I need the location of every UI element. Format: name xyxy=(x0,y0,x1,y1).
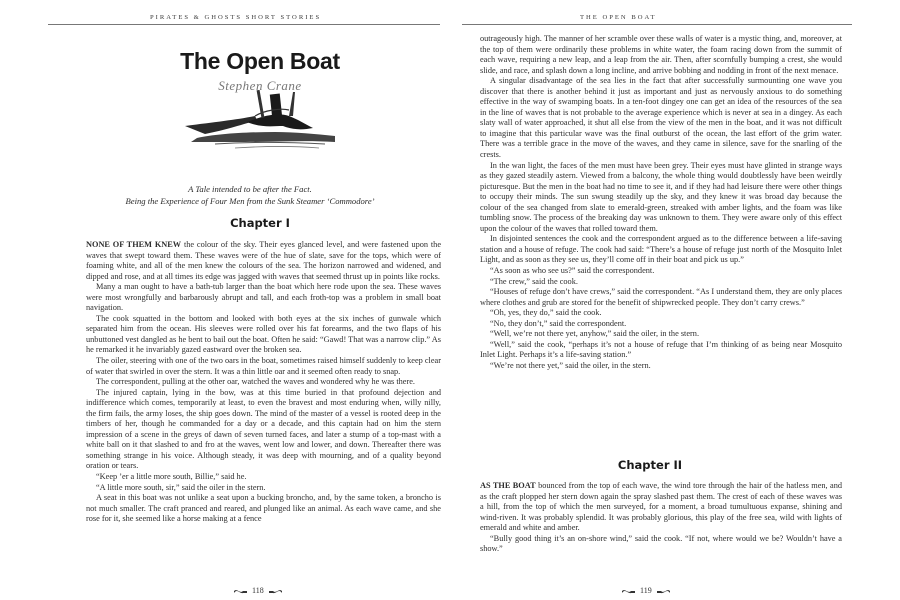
paragraph: “Well,” said the cook, “perhaps it’s not a house of refuge that I’m thinking of as being near Mosquito Inlet Light. Perhaps it’s a life-saving station.” xyxy=(480,339,842,360)
paragraph: “Well, we’re not there yet, anyhow,” said the oiler, in the stern. xyxy=(490,329,700,339)
page-number-left xyxy=(234,586,282,595)
paragraph: outrageously high. The manner of her scramble over these walls of water is a mystic thing, and, moreover, at the top of them were ordinarily these problems in white water, the foam racing down from the summit of each wave, requiring a new leap, and a leap from the air. Then, after scornfully bumping a crest, she would slide, and race, and splash down a long incline, and arrive bobbing and nodding in front of the next menace. xyxy=(480,34,842,75)
paragraph: “Oh, yes, they do,” said the cook. xyxy=(490,308,602,318)
header-rule-left xyxy=(48,24,440,25)
paragraph: AS THE BOAT bounced from the top of each wave, the wind tore through the hair of the hatless men, and as the craft plopped her stern down again the spray slashed past them. The crest of each of these waves was a hill, from the top of which the men surveyed, for a moment, a broad tumultuous expanse, shining and wind-riven. It was probably splendid. It was probably glorious, this play of the free sea, wild with lights of emerald and white and amber. xyxy=(480,481,842,533)
folio-ornament-icon xyxy=(234,588,247,594)
paragraph: “No, they don’t,” said the correspondent. xyxy=(490,318,627,328)
paragraph: A seat in this boat was not unlike a seat upon a bucking broncho, and, by the same token, a broncho is not much smaller. The craft pranced and reared, and plunged like an animal. As each wave came, and she rose for it, she seemed like a horse making at a fence xyxy=(86,493,441,524)
paragraph: “We’re not there yet,” said the oiler, in the stern. xyxy=(490,360,651,370)
paragraph: The injured captain, lying in the bow, was at this time buried in that profound dejection and indifference which comes, temporarily at least, to even the bravest and most enduring when, willy nilly, the firm fails, the army loses, the ship goes down. The mind of the master of a vessel is rooted deep in the timbers of her, though he commanded for a day or a decade, and this captain had on him the stern impression of a scene in the greys of dawn of seven turned faces, and later a stump of a top-mast with a white ball on it that slashed to and fro at the waves, went low and lower, and down. Thereafter there was something strange in his voice. Although steady, it was deep with mourning, and of a quality beyond oration or tears. xyxy=(86,387,441,471)
folio-ornament-icon xyxy=(622,588,635,594)
paragraph: “The crew,” said the cook. xyxy=(490,276,578,286)
right-body-text xyxy=(480,34,842,372)
paragraph: “A little more south, sir,” said the oiler in the stern. xyxy=(96,482,266,492)
subtitle-line-1: A Tale intended to be after the Fact. xyxy=(188,184,312,194)
paragraph: “Bully good thing it’s an on-shore wind,” said the cook. “If not, where would we be? Wouldn’t have a show.” xyxy=(480,533,842,554)
paragraph: “As soon as who see us?” said the correspondent. xyxy=(490,266,655,276)
story-title: The Open Boat xyxy=(180,48,340,74)
sinking-steamer-illustration xyxy=(185,86,335,150)
lead-in: AS THE BOAT xyxy=(480,481,536,490)
paragraph: In the wan light, the faces of the men must have been grey. Their eyes must have glinted in strange ways as they gazed steadily astern. Viewed from a balcony, the whole thing would doubtlessly have been weirdly picturesque. But the men in the boat had no time to see it, and if they had had leisure there were other things to occupy their minds. The sun swung steadily up the sky, and they knew it was broad day because the colour of the sea changed from slate to emerald-green, streaked with amber lights, and the foam was like tumbling snow. The process of the breaking day was unknown to them. They were aware only of this effect upon the colour of the waves that rolled toward them. xyxy=(480,160,842,233)
paragraph: A singular disadvantage of the sea lies in the fact that after successfully surmounting one wave you discover that there is another behind it just as important and just as nervously anxious to do something effective in the way of swamping boats. In a ten-foot dingey one can get an idea of the resources of the sea in the line of waves that is not probable to the average experience which is never at sea in a dingey. As each slaty wall of water approached, it shut all else from the view of the men in the boat, and it was not difficult to imagine that this particular wave was the final outburst of the ocean, the last effort of the grim water. There was a terrible grace in the move of the waves, and they came in silence, save for the snarling of the crests. xyxy=(480,76,842,160)
paragraph: “Keep ’er a little more south, Billie,” said he. xyxy=(96,472,247,482)
subtitle-line-2: Being the Experience of Four Men from the Sunk Steamer ‘Commodore’ xyxy=(125,196,375,206)
running-header-right: THE OPEN BOAT xyxy=(580,14,657,21)
page-number: 118 xyxy=(252,586,264,595)
paragraph: NONE OF THEM KNEW the colour of the sky. Their eyes glanced level, and were fastened upon the waves that swept toward them. These waves were of the hue of slate, save for the tops, which were of foaming white, and all of the men knew the colours of the sea. The horizon narrowed and widened, and dipped and rose, and at all times its edge was jagged with waves that seemed thrust up in points like rocks. xyxy=(86,240,441,281)
paragraph: The cook squatted in the bottom and looked with both eyes at the six inches of gunwale which separated him from the ocean. His sleeves were rolled over his fat forearms, and the two flaps of his unbuttoned vest dangled as he bent to bail out the boat. Often he said: “Gawd! That was a narrow clip.” As he remarked it he invariably gazed eastward over the broken sea. xyxy=(86,313,441,355)
chapter-1-heading: Chapter I xyxy=(230,216,290,230)
paragraph: “Houses of refuge don’t have crews,” said the correspondent. “As I understand them, they are only places where clothes and grub are stored for the benefit of shipwrecked people. They don’t carry crews.” xyxy=(480,287,842,307)
paragraph: The oiler, steering with one of the two oars in the boat, sometimes raised himself suddenly to keep clear of water that swirled in over the stern. It was a thin little oar and it seemed often ready to snap. xyxy=(86,356,441,376)
left-body-text xyxy=(86,240,441,525)
story-author: Stephen Crane xyxy=(218,78,302,93)
lead-in: NONE OF THEM KNEW xyxy=(86,240,182,249)
header-rule-right xyxy=(462,24,852,25)
chapter-2-heading: Chapter II xyxy=(617,458,683,472)
folio-ornament-icon xyxy=(657,588,670,594)
right-page xyxy=(450,0,900,600)
page-number-right xyxy=(622,586,670,595)
paragraph: Many a man ought to have a bath-tub larger than the boat which here rode upon the sea. These waves were most wrongfully and barbarously abrupt and tall, and each froth-top was a problem in small boat navigation. xyxy=(86,282,441,313)
paragraph: The correspondent, pulling at the other oar, watched the waves and wondered why he was there. xyxy=(96,377,415,387)
running-header-left: PIRATES & GHOSTS SHORT STORIES xyxy=(150,14,322,21)
paragraph: In disjointed sentences the cook and the correspondent argued as to the difference between a life-saving station and a house of refuge. The cook had said: “There’s a house of refuge just north of the Mosquito Inlet Light, and as soon as they see us, they’ll come off in their boat and pick us up.” xyxy=(480,234,842,265)
story-subtitle xyxy=(60,183,440,207)
right-chapter-2-text xyxy=(480,481,842,555)
page-number: 119 xyxy=(640,586,652,595)
folio-ornament-icon xyxy=(269,588,282,594)
